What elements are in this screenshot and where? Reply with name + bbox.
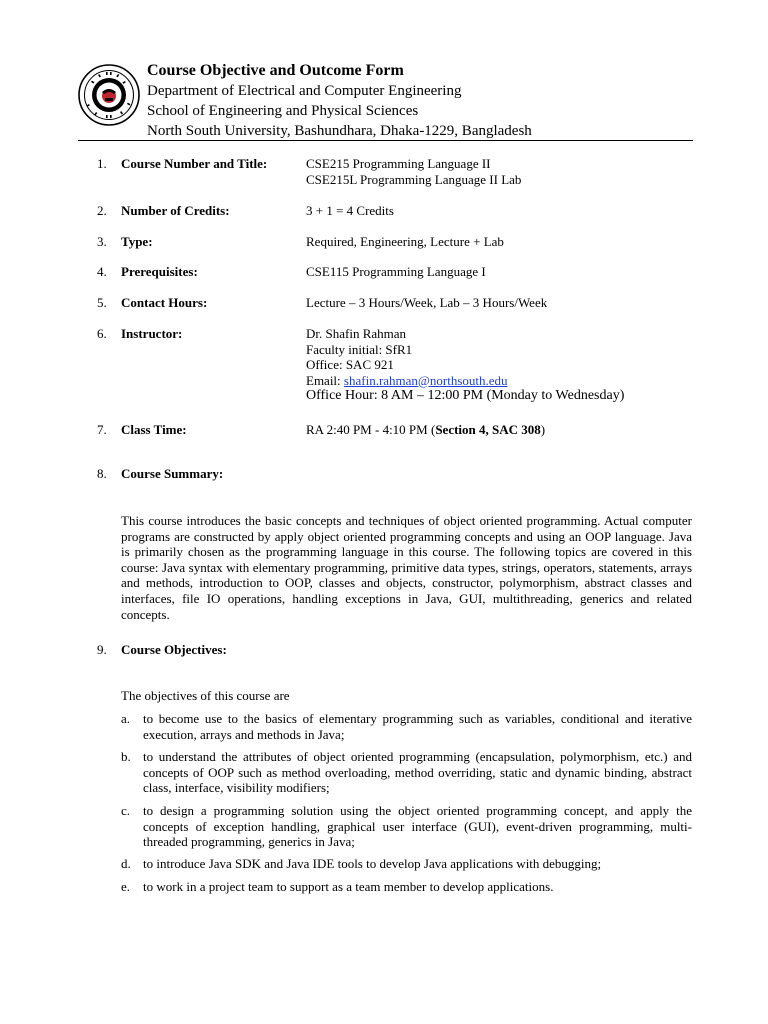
course-number-value [306, 156, 521, 187]
instructor-email-link[interactable]: shafin.rahman@northsouth.edu [343, 372, 508, 388]
item-number: 2. [97, 203, 107, 218]
credits-label: Number of Credits: [121, 203, 230, 218]
objective-text: to work in a project team to support as a team member to develop applications. [143, 879, 554, 894]
form-title: Course Objective and Outcome Form [147, 62, 404, 79]
prerequisites-value: CSE115 Programming Language I [306, 264, 486, 279]
instructor-details [306, 326, 624, 404]
credits-value: 3 + 1 = 4 Credits [306, 203, 394, 218]
course-summary-text: This course introduces the basic concepts and techniques of object oriented programming. Actual computer programs are constructed by apply object oriented programming concepts and using an OOP language. Java is primarily chosen as the programming language in this course. The following topics are covered in this course: Java syntax with elementary programming, primitive data types, strings, operators, statements, arrays and methods, introduction to OOP, classes and objects, constructor, polymorphism, abstract classes and interfaces, file IO operations, handling exceptions in Java, GUI, multithreading, generics and related concepts. [121, 513, 692, 622]
item-number: 9. [97, 642, 107, 657]
item-number: 5. [97, 295, 107, 310]
class-time-value [306, 422, 545, 438]
course-summary-label: Course Summary: [121, 466, 224, 481]
item-number: 7. [97, 422, 107, 437]
header-divider [78, 140, 693, 141]
office-hour-line: Office Hour: 8 AM – 12:00 PM (Monday to Wednesday) [306, 388, 625, 403]
document-header [147, 61, 532, 141]
objective-letter: e. [121, 879, 131, 894]
instructor-name: Dr. Shafin Rahman [306, 326, 407, 341]
university-seal-icon [78, 64, 140, 126]
course-objectives-label: Course Objectives: [121, 642, 227, 657]
contact-hours-label: Contact Hours: [121, 295, 208, 310]
course-title-line: CSE215 Programming Language II [306, 156, 491, 171]
objective-text: to design a programming solution using the object oriented programming concept, and apply the concepts of exception handling, graphical user interface (GUI), event-driven programming, multi-threaded programming, generics in Java; [143, 803, 692, 849]
class-section: Section 4, SAC 308 [435, 422, 541, 437]
class-time-text: RA 2:40 PM - 4:10 PM ( [306, 422, 436, 437]
item-number: 8. [97, 466, 107, 481]
faculty-initial: Faculty initial: SfR1 [306, 341, 413, 357]
instructor-email-line [306, 373, 624, 389]
objective-letter: a. [121, 711, 131, 726]
objective-letter: b. [121, 749, 131, 764]
objective-letter: d. [121, 856, 131, 871]
item-number: 6. [97, 326, 107, 341]
class-time-label: Class Time: [121, 422, 187, 437]
type-value: Required, Engineering, Lecture + Lab [306, 234, 504, 249]
type-label: Type: [121, 234, 153, 249]
objectives-intro: The objectives of this course are [121, 688, 290, 703]
lab-title-line: CSE215L Programming Language II Lab [306, 171, 522, 187]
email-prefix: Email: [306, 372, 344, 388]
department-line: Department of Electrical and Computer Engineering [147, 83, 462, 99]
item-number: 1. [97, 156, 107, 171]
instructor-label: Instructor: [121, 326, 183, 341]
objective-text: to become use to the basics of elementary programming such as variables, conditional and iterative execution, arrays and methods in Java; [143, 711, 692, 742]
instructor-office: Office: SAC 921 [306, 357, 394, 372]
prerequisites-label: Prerequisites: [121, 264, 198, 279]
objective-letter: c. [121, 803, 131, 818]
item-number: 3. [97, 234, 107, 249]
objective-text: to understand the attributes of object oriented programming (encapsulation, polymorphism, etc.) and concepts of OOP such as method overloading, method overriding, static and dynamic binding, abstract class, interface, visibility modifiers; [143, 749, 692, 795]
class-time-close: ) [540, 422, 546, 437]
objective-text: to introduce Java SDK and Java IDE tools to develop Java applications with debugging; [143, 856, 602, 871]
item-number: 4. [97, 264, 107, 279]
school-line: School of Engineering and Physical Sciences [147, 103, 419, 119]
course-number-label: Course Number and Title: [121, 156, 268, 171]
contact-hours-value: Lecture – 3 Hours/Week, Lab – 3 Hours/Week [306, 295, 548, 310]
university-address-line: North South University, Bashundhara, Dhaka-1229, Bangladesh [147, 123, 532, 139]
